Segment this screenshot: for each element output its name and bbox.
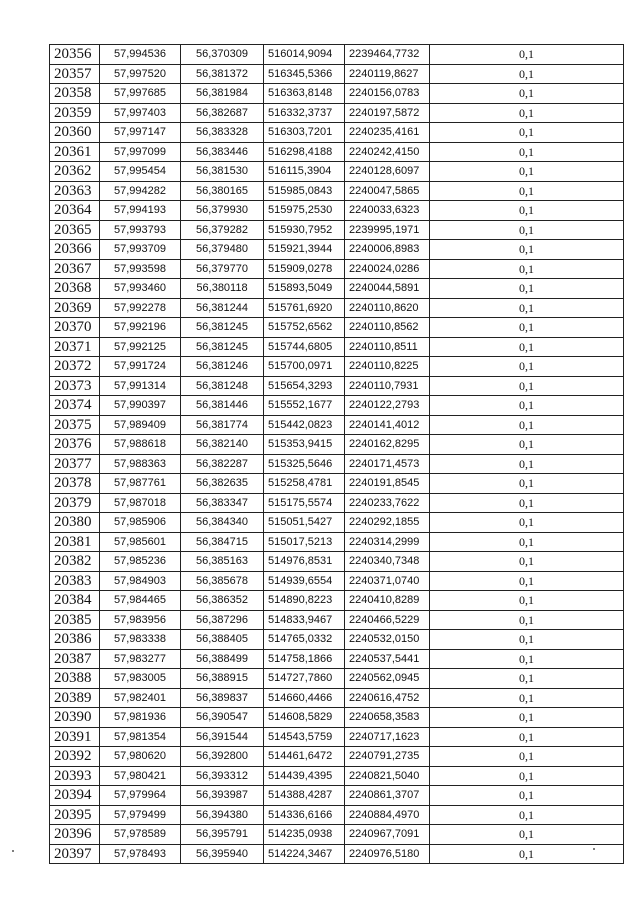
coord-y-cell: 2240128,6097 [345, 162, 430, 182]
coord-y-cell: 2240242,4150 [345, 142, 430, 162]
longitude-cell: 56,381248 [181, 376, 264, 396]
coord-x-cell: 515353,9415 [264, 435, 345, 455]
table-row [50, 45, 624, 65]
latitude-cell: 57,993460 [100, 279, 181, 299]
longitude-cell: 56,385678 [181, 571, 264, 591]
table-row [50, 181, 624, 201]
accuracy-cell: 0,1 [430, 103, 624, 123]
table-row [50, 591, 624, 611]
point-number-cell: 20386 [50, 630, 100, 650]
latitude-cell: 57,993709 [100, 240, 181, 260]
table-row [50, 532, 624, 552]
point-number-cell: 20396 [50, 825, 100, 845]
point-number-cell: 20397 [50, 844, 100, 864]
coord-x-cell: 515258,4781 [264, 474, 345, 494]
point-number-cell: 20360 [50, 123, 100, 143]
latitude-cell: 57,979964 [100, 786, 181, 806]
longitude-cell: 56,393312 [181, 766, 264, 786]
table-row [50, 162, 624, 182]
latitude-cell: 57,997099 [100, 142, 181, 162]
table-row [50, 318, 624, 338]
coord-x-cell: 514833,9467 [264, 610, 345, 630]
coord-x-cell: 515744,6805 [264, 337, 345, 357]
point-number-cell: 20375 [50, 415, 100, 435]
coord-y-cell: 2240141,4012 [345, 415, 430, 435]
accuracy-cell: 0,1 [430, 337, 624, 357]
point-number-cell: 20356 [50, 45, 100, 65]
table-row [50, 103, 624, 123]
accuracy-cell: 0,1 [430, 318, 624, 338]
table-row [50, 727, 624, 747]
point-number-cell: 20372 [50, 357, 100, 377]
coord-y-cell: 2240122,2793 [345, 396, 430, 416]
table-row [50, 357, 624, 377]
table-row [50, 513, 624, 533]
latitude-cell: 57,978493 [100, 844, 181, 864]
latitude-cell: 57,979499 [100, 805, 181, 825]
coord-x-cell: 515752,6562 [264, 318, 345, 338]
accuracy-cell: 0,1 [430, 805, 624, 825]
coord-y-cell: 2240371,0740 [345, 571, 430, 591]
longitude-cell: 56,393987 [181, 786, 264, 806]
coord-y-cell: 2240537,5441 [345, 649, 430, 669]
point-number-cell: 20373 [50, 376, 100, 396]
coord-x-cell: 516303,7201 [264, 123, 345, 143]
longitude-cell: 56,383347 [181, 493, 264, 513]
latitude-cell: 57,984903 [100, 571, 181, 591]
coord-x-cell: 516014,9094 [264, 45, 345, 65]
latitude-cell: 57,997685 [100, 84, 181, 104]
table-row [50, 376, 624, 396]
table-row [50, 630, 624, 650]
accuracy-cell: 0,1 [430, 201, 624, 221]
coord-x-cell: 515975,2530 [264, 201, 345, 221]
accuracy-cell: 0,1 [430, 844, 624, 864]
point-number-cell: 20364 [50, 201, 100, 221]
coord-x-cell: 515175,5574 [264, 493, 345, 513]
coord-x-cell: 515552,1677 [264, 396, 345, 416]
coord-y-cell: 2240562,0945 [345, 669, 430, 689]
accuracy-cell: 0,1 [430, 415, 624, 435]
table-row [50, 493, 624, 513]
table-row [50, 454, 624, 474]
longitude-cell: 56,388405 [181, 630, 264, 650]
coord-y-cell: 2240717,1623 [345, 727, 430, 747]
longitude-cell: 56,382287 [181, 454, 264, 474]
coord-x-cell: 514461,6472 [264, 747, 345, 767]
point-number-cell: 20368 [50, 279, 100, 299]
coordinates-table-body [50, 45, 624, 864]
latitude-cell: 57,994536 [100, 45, 181, 65]
latitude-cell: 57,992125 [100, 337, 181, 357]
coord-x-cell: 515017,5213 [264, 532, 345, 552]
table-row [50, 240, 624, 260]
point-number-cell: 20384 [50, 591, 100, 611]
coord-y-cell: 2240791,2735 [345, 747, 430, 767]
coord-y-cell: 2240006,8983 [345, 240, 430, 260]
coord-x-cell: 515442,0823 [264, 415, 345, 435]
coord-x-cell: 514336,6166 [264, 805, 345, 825]
accuracy-cell: 0,1 [430, 708, 624, 728]
table-row [50, 766, 624, 786]
longitude-cell: 56,370309 [181, 45, 264, 65]
coord-x-cell: 516298,4188 [264, 142, 345, 162]
coord-x-cell: 514765,0332 [264, 630, 345, 650]
accuracy-cell: 0,1 [430, 727, 624, 747]
table-row [50, 474, 624, 494]
longitude-cell: 56,391544 [181, 727, 264, 747]
latitude-cell: 57,985601 [100, 532, 181, 552]
coord-x-cell: 514758,1866 [264, 649, 345, 669]
coord-y-cell: 2240884,4970 [345, 805, 430, 825]
accuracy-cell: 0,1 [430, 435, 624, 455]
latitude-cell: 57,988363 [100, 454, 181, 474]
latitude-cell: 57,981936 [100, 708, 181, 728]
accuracy-cell: 0,1 [430, 591, 624, 611]
table-row [50, 64, 624, 84]
accuracy-cell: 0,1 [430, 279, 624, 299]
coord-y-cell: 2240821,5040 [345, 766, 430, 786]
longitude-cell: 56,390547 [181, 708, 264, 728]
longitude-cell: 56,382140 [181, 435, 264, 455]
coord-y-cell: 2240340,7348 [345, 552, 430, 572]
point-number-cell: 20378 [50, 474, 100, 494]
table-row [50, 669, 624, 689]
latitude-cell: 57,983277 [100, 649, 181, 669]
coord-x-cell: 514439,4395 [264, 766, 345, 786]
longitude-cell: 56,383328 [181, 123, 264, 143]
point-number-cell: 20370 [50, 318, 100, 338]
accuracy-cell: 0,1 [430, 240, 624, 260]
point-number-cell: 20371 [50, 337, 100, 357]
latitude-cell: 57,978589 [100, 825, 181, 845]
longitude-cell: 56,379282 [181, 220, 264, 240]
table-row [50, 142, 624, 162]
coord-x-cell: 514608,5829 [264, 708, 345, 728]
coord-y-cell: 2240044,5891 [345, 279, 430, 299]
latitude-cell: 57,991314 [100, 376, 181, 396]
longitude-cell: 56,379930 [181, 201, 264, 221]
table-row [50, 435, 624, 455]
latitude-cell: 57,982401 [100, 688, 181, 708]
longitude-cell: 56,379480 [181, 240, 264, 260]
coord-y-cell: 2240466,5229 [345, 610, 430, 630]
longitude-cell: 56,388915 [181, 669, 264, 689]
latitude-cell: 57,983956 [100, 610, 181, 630]
coord-y-cell: 2239464,7732 [345, 45, 430, 65]
point-number-cell: 20363 [50, 181, 100, 201]
latitude-cell: 57,985236 [100, 552, 181, 572]
accuracy-cell: 0,1 [430, 669, 624, 689]
longitude-cell: 56,381246 [181, 357, 264, 377]
point-number-cell: 20393 [50, 766, 100, 786]
table-row [50, 415, 624, 435]
table-row [50, 747, 624, 767]
latitude-cell: 57,994282 [100, 181, 181, 201]
table-row [50, 610, 624, 630]
longitude-cell: 56,385163 [181, 552, 264, 572]
table-row [50, 279, 624, 299]
coord-y-cell: 2240162,8295 [345, 435, 430, 455]
coord-x-cell: 514235,0938 [264, 825, 345, 845]
point-number-cell: 20367 [50, 259, 100, 279]
accuracy-cell: 0,1 [430, 630, 624, 650]
longitude-cell: 56,387296 [181, 610, 264, 630]
accuracy-cell: 0,1 [430, 142, 624, 162]
latitude-cell: 57,987018 [100, 493, 181, 513]
accuracy-cell: 0,1 [430, 162, 624, 182]
accuracy-cell: 0,1 [430, 493, 624, 513]
latitude-cell: 57,983338 [100, 630, 181, 650]
coord-y-cell: 2240532,0150 [345, 630, 430, 650]
accuracy-cell: 0,1 [430, 220, 624, 240]
coord-y-cell: 2240110,7931 [345, 376, 430, 396]
latitude-cell: 57,991724 [100, 357, 181, 377]
latitude-cell: 57,995454 [100, 162, 181, 182]
latitude-cell: 57,997520 [100, 64, 181, 84]
coord-y-cell: 2240861,3707 [345, 786, 430, 806]
coord-x-cell: 514543,5759 [264, 727, 345, 747]
coord-x-cell: 515761,6920 [264, 298, 345, 318]
coord-y-cell: 2240047,5865 [345, 181, 430, 201]
point-number-cell: 20381 [50, 532, 100, 552]
coord-x-cell: 514939,6554 [264, 571, 345, 591]
longitude-cell: 56,380118 [181, 279, 264, 299]
latitude-cell: 57,981354 [100, 727, 181, 747]
point-number-cell: 20391 [50, 727, 100, 747]
point-number-cell: 20394 [50, 786, 100, 806]
coord-y-cell: 2240233,7622 [345, 493, 430, 513]
point-number-cell: 20374 [50, 396, 100, 416]
coord-x-cell: 516345,5366 [264, 64, 345, 84]
point-number-cell: 20387 [50, 649, 100, 669]
coord-x-cell: 514224,3467 [264, 844, 345, 864]
accuracy-cell: 0,1 [430, 357, 624, 377]
table-row [50, 844, 624, 864]
longitude-cell: 56,386352 [181, 591, 264, 611]
accuracy-cell: 0,1 [430, 454, 624, 474]
coord-x-cell: 515893,5049 [264, 279, 345, 299]
accuracy-cell: 0,1 [430, 259, 624, 279]
latitude-cell: 57,992196 [100, 318, 181, 338]
coord-y-cell: 2240110,8511 [345, 337, 430, 357]
point-number-cell: 20379 [50, 493, 100, 513]
coord-y-cell: 2240110,8225 [345, 357, 430, 377]
coord-x-cell: 516332,3737 [264, 103, 345, 123]
accuracy-cell: 0,1 [430, 513, 624, 533]
latitude-cell: 57,980620 [100, 747, 181, 767]
accuracy-cell: 0,1 [430, 376, 624, 396]
table-row [50, 123, 624, 143]
longitude-cell: 56,381372 [181, 64, 264, 84]
coord-x-cell: 516363,8148 [264, 84, 345, 104]
point-number-cell: 20377 [50, 454, 100, 474]
coord-x-cell: 515325,5646 [264, 454, 345, 474]
accuracy-cell: 0,1 [430, 45, 624, 65]
latitude-cell: 57,997147 [100, 123, 181, 143]
accuracy-cell: 0,1 [430, 610, 624, 630]
latitude-cell: 57,988618 [100, 435, 181, 455]
latitude-cell: 57,983005 [100, 669, 181, 689]
point-number-cell: 20395 [50, 805, 100, 825]
table-row [50, 201, 624, 221]
point-number-cell: 20361 [50, 142, 100, 162]
coord-y-cell: 2239995,1971 [345, 220, 430, 240]
accuracy-cell: 0,1 [430, 786, 624, 806]
accuracy-cell: 0,1 [430, 64, 624, 84]
coord-x-cell: 515921,3944 [264, 240, 345, 260]
longitude-cell: 56,383446 [181, 142, 264, 162]
coord-x-cell: 515654,3293 [264, 376, 345, 396]
coord-x-cell: 515051,5427 [264, 513, 345, 533]
coord-y-cell: 2240410,8289 [345, 591, 430, 611]
accuracy-cell: 0,1 [430, 84, 624, 104]
longitude-cell: 56,381530 [181, 162, 264, 182]
accuracy-cell: 0,1 [430, 571, 624, 591]
longitude-cell: 56,394380 [181, 805, 264, 825]
table-row [50, 786, 624, 806]
longitude-cell: 56,388499 [181, 649, 264, 669]
point-number-cell: 20359 [50, 103, 100, 123]
accuracy-cell: 0,1 [430, 766, 624, 786]
coord-x-cell: 514388,4287 [264, 786, 345, 806]
coord-y-cell: 2240171,4573 [345, 454, 430, 474]
latitude-cell: 57,997403 [100, 103, 181, 123]
scan-speck [12, 850, 14, 852]
coord-y-cell: 2240119,8627 [345, 64, 430, 84]
longitude-cell: 56,395940 [181, 844, 264, 864]
coord-x-cell: 516115,3904 [264, 162, 345, 182]
longitude-cell: 56,382687 [181, 103, 264, 123]
latitude-cell: 57,985906 [100, 513, 181, 533]
latitude-cell: 57,994193 [100, 201, 181, 221]
longitude-cell: 56,384715 [181, 532, 264, 552]
coord-y-cell: 2240024,0286 [345, 259, 430, 279]
accuracy-cell: 0,1 [430, 552, 624, 572]
accuracy-cell: 0,1 [430, 532, 624, 552]
longitude-cell: 56,381774 [181, 415, 264, 435]
coord-x-cell: 514890,8223 [264, 591, 345, 611]
point-number-cell: 20376 [50, 435, 100, 455]
coord-x-cell: 515700,0971 [264, 357, 345, 377]
table-row [50, 825, 624, 845]
latitude-cell: 57,980421 [100, 766, 181, 786]
latitude-cell: 57,990397 [100, 396, 181, 416]
latitude-cell: 57,992278 [100, 298, 181, 318]
table-row [50, 259, 624, 279]
point-number-cell: 20388 [50, 669, 100, 689]
coordinates-table [49, 44, 624, 864]
coord-y-cell: 2240197,5872 [345, 103, 430, 123]
accuracy-cell: 0,1 [430, 396, 624, 416]
coord-y-cell: 2240110,8620 [345, 298, 430, 318]
coord-y-cell: 2240191,8545 [345, 474, 430, 494]
table-row [50, 298, 624, 318]
longitude-cell: 56,384340 [181, 513, 264, 533]
coord-x-cell: 515930,7952 [264, 220, 345, 240]
coord-x-cell: 514976,8531 [264, 552, 345, 572]
table-row [50, 688, 624, 708]
accuracy-cell: 0,1 [430, 298, 624, 318]
table-row [50, 337, 624, 357]
point-number-cell: 20362 [50, 162, 100, 182]
latitude-cell: 57,989409 [100, 415, 181, 435]
table-row [50, 396, 624, 416]
point-number-cell: 20369 [50, 298, 100, 318]
coord-y-cell: 2240314,2999 [345, 532, 430, 552]
coord-y-cell: 2240976,5180 [345, 844, 430, 864]
point-number-cell: 20392 [50, 747, 100, 767]
table-row [50, 84, 624, 104]
coord-x-cell: 514660,4466 [264, 688, 345, 708]
latitude-cell: 57,987761 [100, 474, 181, 494]
latitude-cell: 57,993598 [100, 259, 181, 279]
latitude-cell: 57,993793 [100, 220, 181, 240]
longitude-cell: 56,382635 [181, 474, 264, 494]
table-row [50, 708, 624, 728]
longitude-cell: 56,389837 [181, 688, 264, 708]
accuracy-cell: 0,1 [430, 474, 624, 494]
coord-x-cell: 515985,0843 [264, 181, 345, 201]
coord-y-cell: 2240033,6323 [345, 201, 430, 221]
point-number-cell: 20358 [50, 84, 100, 104]
longitude-cell: 56,381446 [181, 396, 264, 416]
longitude-cell: 56,379770 [181, 259, 264, 279]
longitude-cell: 56,381245 [181, 318, 264, 338]
longitude-cell: 56,381984 [181, 84, 264, 104]
accuracy-cell: 0,1 [430, 688, 624, 708]
table-row [50, 552, 624, 572]
longitude-cell: 56,381245 [181, 337, 264, 357]
coord-y-cell: 2240967,7091 [345, 825, 430, 845]
coord-y-cell: 2240110,8562 [345, 318, 430, 338]
point-number-cell: 20382 [50, 552, 100, 572]
coord-y-cell: 2240235,4161 [345, 123, 430, 143]
point-number-cell: 20380 [50, 513, 100, 533]
accuracy-cell: 0,1 [430, 649, 624, 669]
accuracy-cell: 0,1 [430, 747, 624, 767]
point-number-cell: 20385 [50, 610, 100, 630]
point-number-cell: 20390 [50, 708, 100, 728]
point-number-cell: 20383 [50, 571, 100, 591]
point-number-cell: 20389 [50, 688, 100, 708]
accuracy-cell: 0,1 [430, 181, 624, 201]
coord-x-cell: 515909,0278 [264, 259, 345, 279]
longitude-cell: 56,380165 [181, 181, 264, 201]
coord-y-cell: 2240616,4752 [345, 688, 430, 708]
latitude-cell: 57,984465 [100, 591, 181, 611]
longitude-cell: 56,381244 [181, 298, 264, 318]
table-row [50, 571, 624, 591]
coord-y-cell: 2240658,3583 [345, 708, 430, 728]
accuracy-cell: 0,1 [430, 123, 624, 143]
accuracy-cell: 0,1 [430, 825, 624, 845]
coord-y-cell: 2240156,0783 [345, 84, 430, 104]
point-number-cell: 20365 [50, 220, 100, 240]
coord-y-cell: 2240292,1855 [345, 513, 430, 533]
point-number-cell: 20366 [50, 240, 100, 260]
longitude-cell: 56,395791 [181, 825, 264, 845]
point-number-cell: 20357 [50, 64, 100, 84]
table-row [50, 220, 624, 240]
longitude-cell: 56,392800 [181, 747, 264, 767]
table-row [50, 805, 624, 825]
scan-speck [593, 848, 595, 850]
coord-x-cell: 514727,7860 [264, 669, 345, 689]
table-row [50, 649, 624, 669]
